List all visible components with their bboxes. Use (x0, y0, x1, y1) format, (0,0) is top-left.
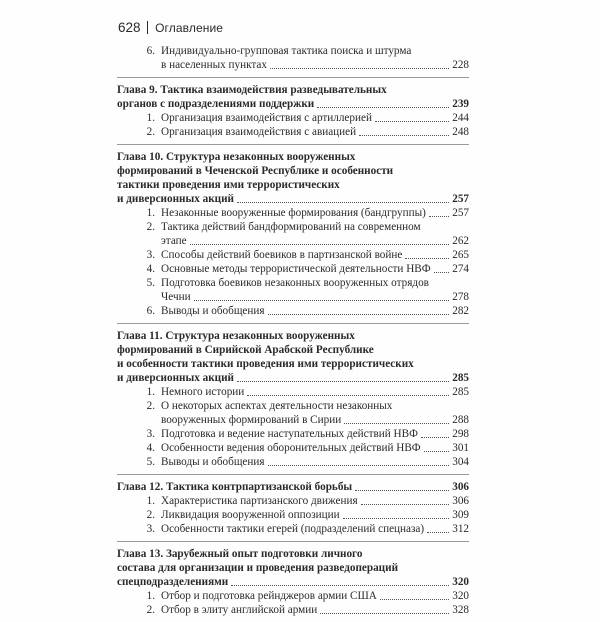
item-body (161, 125, 469, 139)
item-number: 2. (146, 221, 155, 233)
leader-dots (421, 437, 449, 438)
page-ref: 312 (452, 523, 469, 535)
item-number: 1. (146, 112, 155, 124)
toc-item (117, 304, 469, 318)
chapter-title-line: и диверсионных акций (117, 372, 234, 384)
toc-line (161, 455, 469, 469)
page-ref: 309 (452, 509, 469, 521)
item-body (161, 522, 469, 536)
page-ref: 257 (452, 207, 469, 219)
leader-dots (268, 465, 450, 466)
item-number: 4. (146, 263, 155, 275)
leader-dots (405, 258, 449, 259)
page-ref: 278 (452, 291, 469, 303)
item-title-line: в населенных пунктах (161, 59, 267, 71)
page-ref: 320 (452, 590, 469, 602)
toc-item (117, 603, 469, 617)
page-header (118, 20, 223, 35)
toc-line (117, 575, 469, 589)
item-body (161, 262, 469, 276)
toc-line (117, 480, 469, 494)
item-body (161, 304, 469, 318)
page-ref: 257 (452, 193, 469, 205)
toc-item (117, 455, 469, 469)
leader-dots (270, 68, 449, 69)
item-number: 5. (146, 456, 155, 468)
item-title-line: Выводы и обобщения (161, 305, 265, 317)
chapter-title-line: состава для организации и проведения разведопераций (117, 562, 399, 574)
toc-line (117, 97, 469, 111)
toc-line (161, 248, 469, 262)
leader-dots (375, 121, 449, 122)
leader-dots (237, 381, 449, 382)
item-number: 3. (146, 428, 155, 440)
table-of-contents (117, 44, 469, 622)
page-ref: 248 (452, 126, 469, 138)
chapter-section (117, 474, 469, 541)
item-body (161, 603, 469, 617)
item-body (161, 385, 469, 399)
page-ref: 282 (452, 305, 469, 317)
toc-top-item (117, 44, 469, 77)
page-ref: 298 (452, 428, 469, 440)
toc-item (117, 385, 469, 399)
leader-dots (427, 532, 449, 533)
item-number: 5. (146, 277, 155, 289)
toc-item (117, 589, 469, 603)
toc-item (117, 494, 469, 508)
chapter-title (117, 83, 469, 111)
toc-item (117, 508, 469, 522)
chapter-title-line: Глава 11. Структура незаконных вооруженных (117, 330, 355, 342)
toc-line (117, 192, 469, 206)
item-title-line: Характеристика партизанского движения (161, 495, 358, 507)
item-number: 1. (146, 495, 155, 507)
section-divider (117, 144, 469, 145)
item-title-line: этапе (161, 235, 187, 247)
toc-line (161, 413, 469, 427)
item-body (161, 508, 469, 522)
leader-dots (355, 490, 449, 491)
item-title-line: Отбор в элиту английской армии (161, 604, 318, 616)
item-body (161, 494, 469, 508)
page-ref: 306 (452, 495, 469, 507)
item-body (161, 276, 469, 304)
item-number: 3. (146, 523, 155, 535)
toc-line (161, 111, 469, 125)
leader-dots (231, 585, 449, 586)
item-body (161, 206, 469, 220)
toc-line (161, 262, 469, 276)
toc-line (161, 589, 469, 603)
page-ref: 288 (452, 414, 469, 426)
toc-line (161, 522, 469, 536)
toc-line (161, 234, 469, 248)
item-title-line: Особенности ведения оборонительных действий НВФ (161, 442, 421, 454)
chapter-title-line: Глава 13. Зарубежный опыт подготовки личного (117, 548, 363, 560)
item-number: 6. (146, 305, 155, 317)
chapter-section (117, 541, 469, 622)
leader-dots (434, 272, 450, 273)
page-ref: 301 (452, 442, 469, 454)
item-body (161, 248, 469, 262)
chapter-list (117, 77, 469, 622)
toc-item (117, 427, 469, 441)
item-body (161, 441, 469, 455)
toc-line (161, 427, 469, 441)
item-title-line: Подготовка боевиков незаконных вооруженных отрядов (161, 277, 429, 289)
toc-item (117, 206, 469, 220)
item-number: 6. (146, 45, 155, 57)
chapter-section (117, 144, 469, 323)
chapter-title-line: Глава 10. Структура незаконных вооруженных (117, 151, 356, 163)
toc-line (161, 508, 469, 522)
toc-line (161, 494, 469, 508)
chapter-section (117, 77, 469, 144)
toc-line (161, 206, 469, 220)
item-page: 228 (452, 59, 469, 71)
leader-dots (190, 244, 450, 245)
item-title-line: Тактика действий бандформирований на современном (161, 221, 421, 233)
page-ref: 274 (452, 263, 469, 275)
item-title-line: Подготовка и ведение наступательных действий НВФ (161, 428, 418, 440)
page-ref: 262 (452, 235, 469, 247)
item-title-line: Немного истории (161, 386, 245, 398)
toc-item (117, 125, 469, 139)
item-title-line: Незаконные вооруженные формирования (бандгруппы) (161, 207, 426, 219)
leader-dots (320, 613, 449, 614)
toc-item (117, 220, 469, 248)
item-number: 2. (146, 509, 155, 521)
chapter-title-line: и особенности тактики проведения ими террористических (117, 358, 414, 370)
item-body (161, 589, 469, 603)
page-ref: 285 (452, 372, 469, 384)
item-number: 2. (146, 126, 155, 138)
item-body (161, 399, 469, 427)
toc-line (161, 304, 469, 318)
leader-dots (317, 107, 449, 108)
toc-item (117, 399, 469, 427)
toc-item (117, 262, 469, 276)
page-ref: 285 (452, 386, 469, 398)
item-title-line: О некоторых аспектах деятельности незаконных (161, 400, 393, 412)
leader-dots (237, 202, 449, 203)
leader-dots (429, 216, 449, 217)
page-ref: 265 (452, 249, 469, 261)
item-number: 4. (146, 442, 155, 454)
chapter-title-line: формирований в Чеченской Республике и особенности (117, 165, 394, 177)
leader-dots (268, 314, 450, 315)
item-number: 3. (146, 249, 155, 261)
toc-line (161, 125, 469, 139)
item-body (161, 220, 469, 248)
chapter-section (117, 323, 469, 474)
item-title-line: Способы действий боевиков в партизанской войне (161, 249, 403, 261)
item-title-line: Чечни (161, 291, 191, 303)
chapter-title (117, 480, 469, 494)
item-body (161, 111, 469, 125)
page-number: 628 (118, 20, 141, 35)
item-title-line: Организация взаимодействия с артиллерией (161, 112, 372, 124)
page-ref: 320 (452, 576, 469, 588)
chapter-title-line: органов с подразделениями поддержки (117, 98, 315, 110)
chapter-title-line: Глава 12. Тактика контрпартизанской борьбы (117, 481, 353, 493)
toc-line (117, 371, 469, 385)
item-number: 2. (146, 604, 155, 616)
item-title-line: Организация взаимодействия с авиацией (161, 126, 357, 138)
item-title-line: вооруженных формирований в Сирии (161, 414, 342, 426)
page-ref: 244 (452, 112, 469, 124)
page-ref: 239 (452, 98, 469, 110)
toc-item (117, 44, 469, 72)
chapter-title-line: спецподразделениями (117, 576, 229, 588)
leader-dots (344, 423, 449, 424)
item-body (161, 455, 469, 469)
chapter-title-line: и диверсионных акций (117, 193, 234, 205)
toc-line (161, 603, 469, 617)
toc-item (117, 276, 469, 304)
item-title-line: Ликвидация вооруженной оппозиции (161, 509, 340, 521)
item-title-line: Выводы и обобщения (161, 456, 265, 468)
chapter-title-line: тактики проведения ими террористических (117, 179, 340, 191)
chapter-title (117, 329, 469, 385)
leader-dots (359, 135, 449, 136)
page-ref: 328 (452, 604, 469, 616)
chapter-title (117, 150, 469, 206)
toc-line (161, 290, 469, 304)
header-divider (147, 21, 149, 34)
item-title-line: Особенности тактики егерей (подразделений спецназа) (161, 523, 425, 535)
leader-dots (343, 518, 450, 519)
chapter-title-line: Глава 9. Тактика взаимодействия разведывательных (117, 84, 387, 96)
toc-item (117, 111, 469, 125)
leader-dots (194, 300, 450, 301)
page-ref: 304 (452, 456, 469, 468)
leader-dots (247, 395, 449, 396)
section-divider (117, 474, 469, 475)
running-title: Оглавление (155, 20, 224, 35)
leader-dots (361, 504, 450, 505)
item-number: 2. (146, 400, 155, 412)
chapter-title (117, 547, 469, 589)
item-title-line: Индивидуально-групповая тактика поиска и штурма (161, 45, 412, 57)
item-number: 1. (146, 386, 155, 398)
toc-item (117, 522, 469, 536)
chapter-title-line: формирований в Сирийской Арабской Республике (117, 344, 374, 356)
page-ref: 306 (452, 481, 469, 493)
item-title-line: Отбор и подготовка рейнджеров армии США (161, 590, 377, 602)
section-divider (117, 541, 469, 542)
item-title-line: Основные методы террористической деятельности НВФ (161, 263, 431, 275)
toc-line (161, 441, 469, 455)
item-number: 1. (146, 207, 155, 219)
section-divider (117, 323, 469, 324)
section-divider (117, 77, 469, 78)
leader-dots (424, 451, 450, 452)
toc-line (161, 385, 469, 399)
item-body (161, 427, 469, 441)
toc-item (117, 441, 469, 455)
item-number: 1. (146, 590, 155, 602)
toc-item (117, 248, 469, 262)
